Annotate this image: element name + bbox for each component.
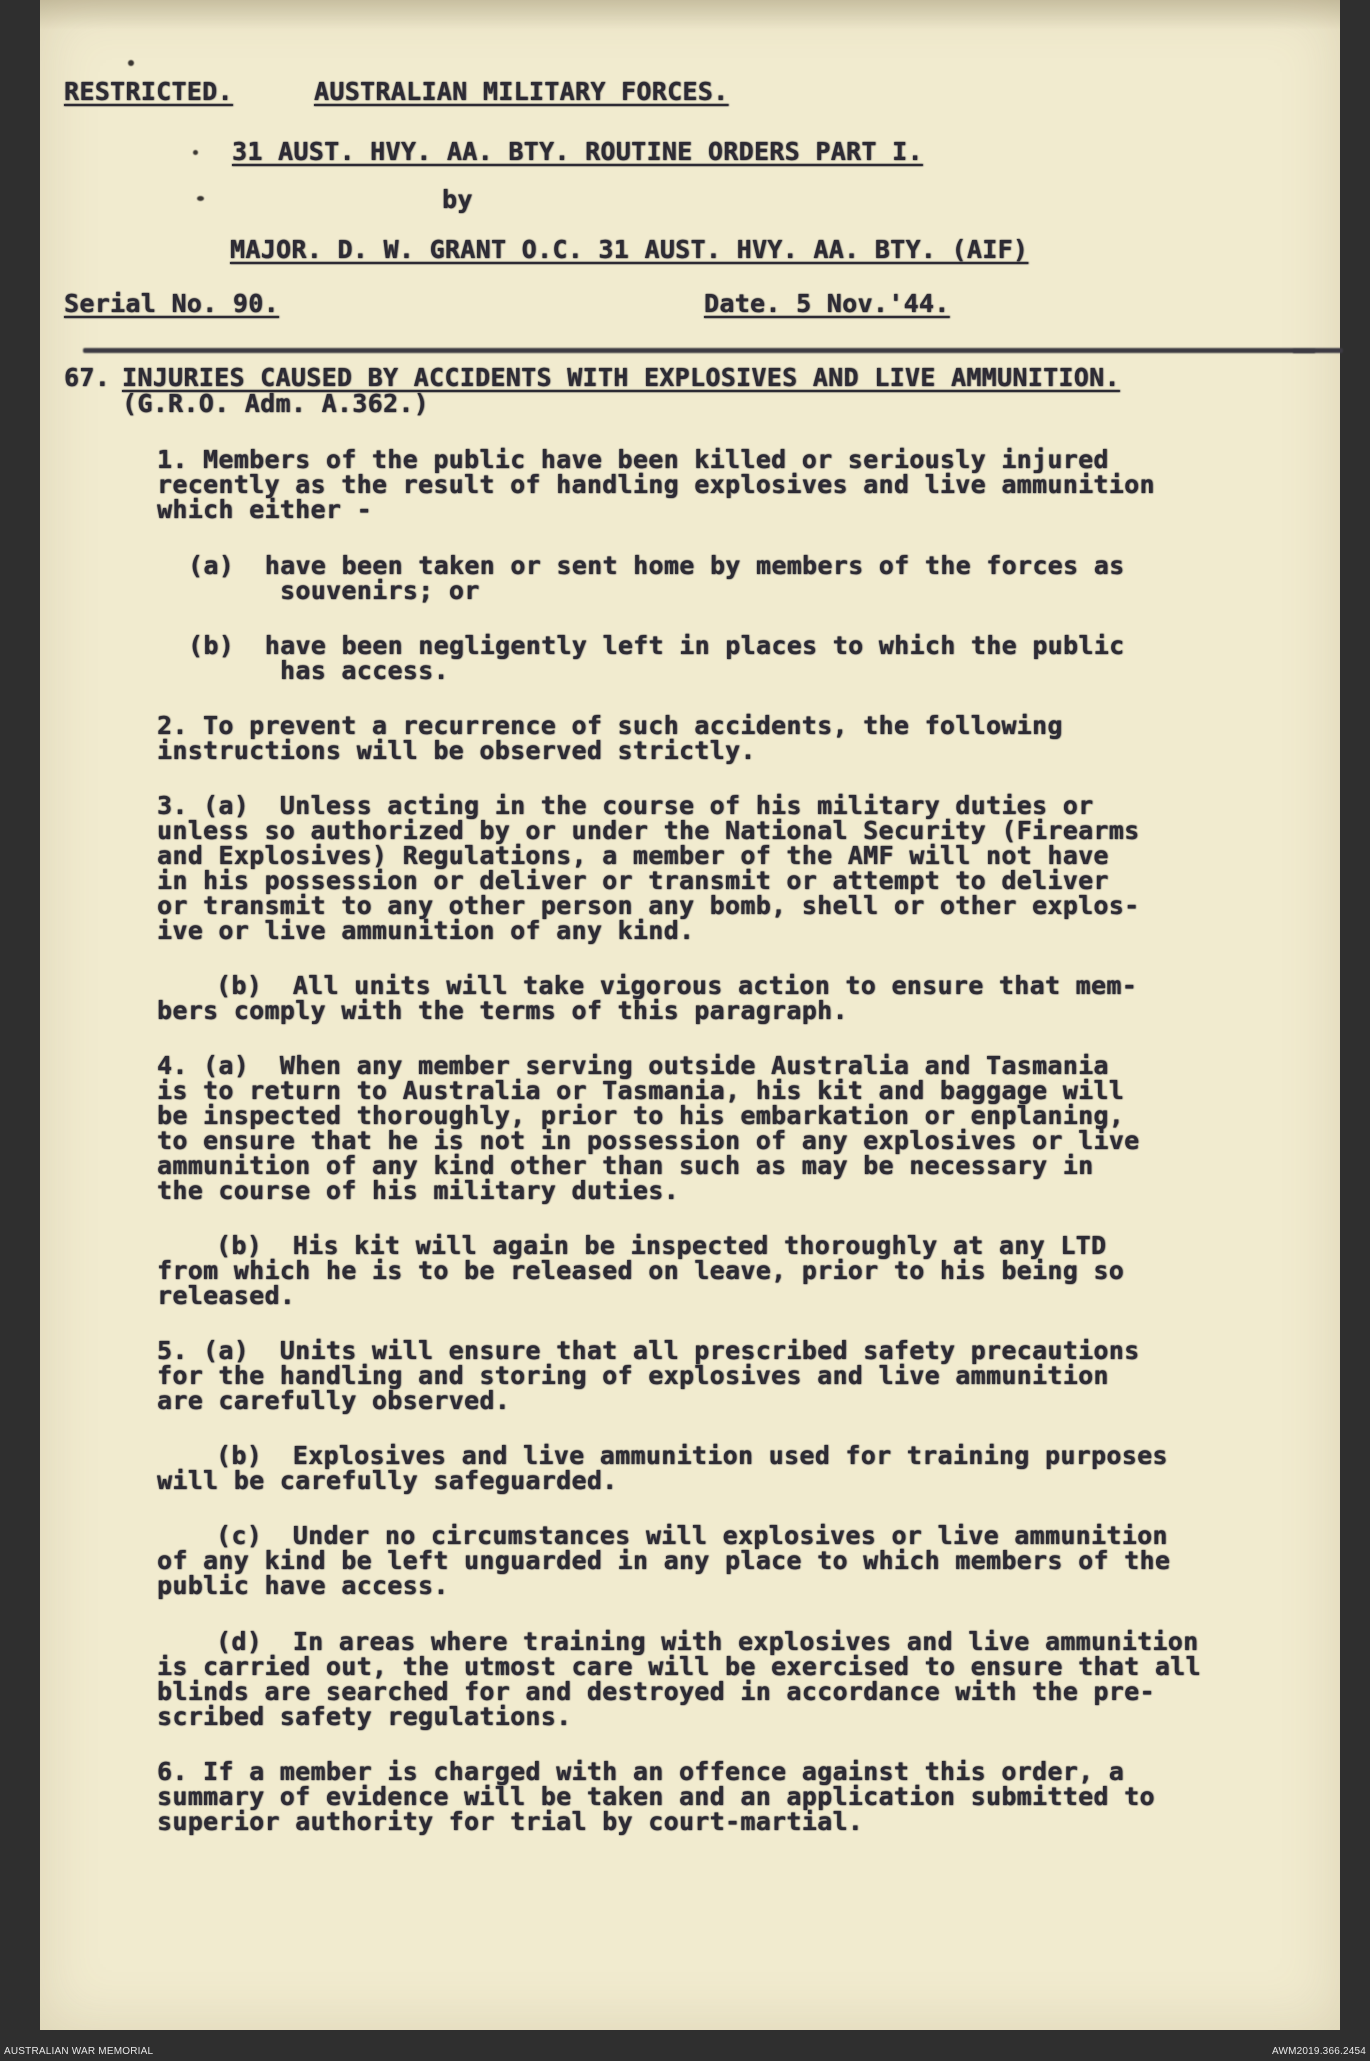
body-line: public have access. xyxy=(157,1571,449,1600)
body-line: of any kind be left unguarded in any place to which members of the xyxy=(157,1546,1171,1575)
body-line: in his possession or deliver or transmit or attempt to deliver xyxy=(157,866,1109,895)
body-line: and Explosives) Regulations, a member of the AMF will not have xyxy=(157,841,1109,870)
ink-speck xyxy=(193,150,198,155)
ink-speck xyxy=(197,196,204,201)
organization-heading: AUSTRALIAN MILITARY FORCES. xyxy=(314,77,729,106)
body-line: superior authority for trial by court-martial. xyxy=(157,1807,864,1836)
divider-dash xyxy=(1293,349,1315,353)
body-line: recently as the result of handling explosives and live ammunition xyxy=(157,470,1155,499)
body-line: 4. (a) When any member serving outside Australia and Tasmania xyxy=(157,1051,1109,1080)
body-line: (c) Under no circumstances will explosives or live ammunition xyxy=(216,1521,1168,1550)
body-line: summary of evidence will be taken and an application submitted to xyxy=(157,1782,1155,1811)
body-line: 2. To prevent a recurrence of such accidents, the following xyxy=(157,711,1063,740)
order-number: 67. xyxy=(64,363,111,392)
restricted-marking: RESTRICTED. xyxy=(64,77,233,106)
order-title: INJURIES CAUSED BY ACCIDENTS WITH EXPLOSIVES AND LIVE AMMUNITION. xyxy=(122,363,1120,392)
body-line: for the handling and storing of explosives and live ammunition xyxy=(157,1361,1109,1390)
body-line: or transmit to any other person any bomb, shell or other explos- xyxy=(157,891,1140,920)
body-line: ammunition of any kind other than such as may be necessary in xyxy=(157,1151,1094,1180)
officer-heading: MAJOR. D. W. GRANT O.C. 31 AUST. HVY. AA. BTY. (AIF) xyxy=(230,235,1029,264)
body-line: from which he is to be released on leave, prior to his being so xyxy=(157,1256,1125,1285)
body-line: 6. If a member is charged with an offence against this order, a xyxy=(157,1757,1125,1786)
body-line: released. xyxy=(157,1281,296,1310)
body-line: (d) In areas where training with explosives and live ammunition xyxy=(216,1627,1199,1656)
body-line: 3. (a) Unless acting in the course of his military duties or xyxy=(157,791,1094,820)
body-line: are carefully observed. xyxy=(157,1386,511,1415)
body-line: 5. (a) Units will ensure that all prescribed safety precautions xyxy=(157,1336,1140,1365)
body-line: will be carefully safeguarded. xyxy=(157,1466,618,1495)
order-reference: (G.R.O. Adm. A.362.) xyxy=(122,389,430,418)
body-line: is to return to Australia or Tasmania, his kit and baggage will xyxy=(157,1076,1125,1105)
body-line: 1. Members of the public have been killed or seriously injured xyxy=(157,445,1109,474)
archive-credit: AUSTRALIAN WAR MEMORIAL xyxy=(4,2046,154,2057)
body-line: (b) Explosives and live ammunition used for training purposes xyxy=(216,1441,1168,1470)
body-line: is carried out, the utmost care will be exercised to ensure that all xyxy=(157,1652,1201,1681)
serial-number: Serial No. 90. xyxy=(64,289,279,318)
body-line: be inspected thoroughly, prior to his embarkation or enplaning, xyxy=(157,1101,1125,1130)
body-line: blinds are searched for and destroyed in accordance with the pre- xyxy=(157,1677,1155,1706)
body-line: instructions will be observed strictly. xyxy=(157,736,756,765)
by-line: by xyxy=(442,185,473,214)
ink-speck xyxy=(128,60,134,66)
body-line: scribed safety regulations. xyxy=(157,1702,572,1731)
archive-item-number: AWM2019.366.2454 xyxy=(1271,2046,1366,2057)
body-line: (a) have been taken or sent home by members of the forces as xyxy=(188,551,1125,580)
body-line: which either - xyxy=(157,495,372,524)
order-date: Date. 5 Nov.'44. xyxy=(704,289,950,318)
body-line: (b) have been negligently left in places to which the public xyxy=(188,631,1125,660)
body-line: bers comply with the terms of this paragraph. xyxy=(157,996,848,1025)
unit-heading: 31 AUST. HVY. AA. BTY. ROUTINE ORDERS PART I. xyxy=(232,137,923,166)
body-line: the course of his military duties. xyxy=(157,1176,679,1205)
body-line: ive or live ammunition of any kind. xyxy=(157,916,695,945)
body-line: souvenirs; or xyxy=(280,576,480,605)
body-line: (b) All units will take vigorous action to ensure that mem- xyxy=(216,971,1138,1000)
body-line: (b) His kit will again be inspected thoroughly at any LTD xyxy=(216,1231,1107,1260)
divider-rule xyxy=(83,348,1343,353)
body-line: has access. xyxy=(280,656,449,685)
body-line: unless so authorized by or under the National Security (Firearms xyxy=(157,816,1140,845)
body-line: to ensure that he is not in possession of any explosives or live xyxy=(157,1126,1140,1155)
document-page xyxy=(40,0,1340,2030)
